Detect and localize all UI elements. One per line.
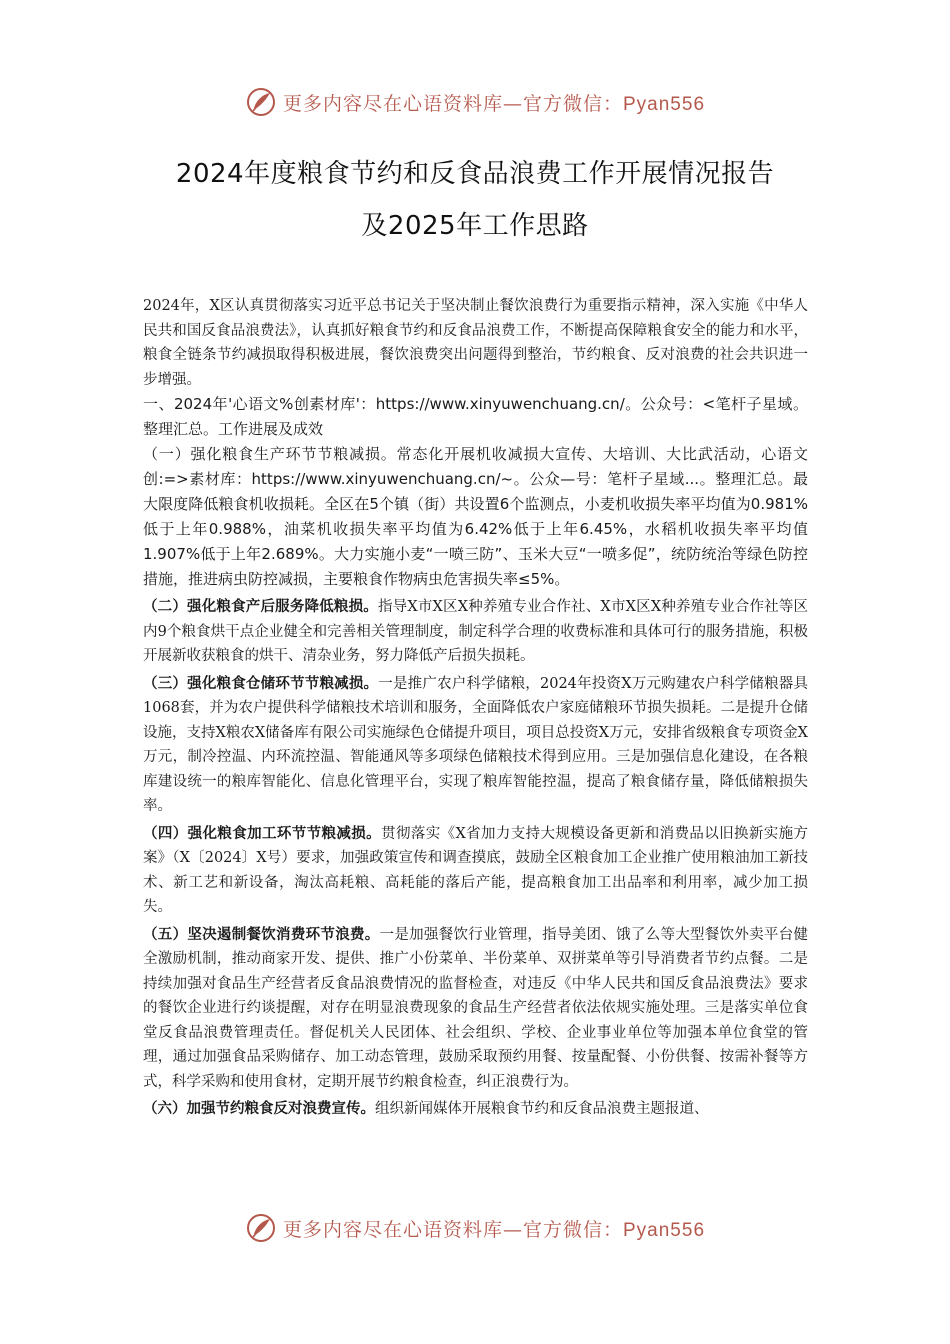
brand-logo-icon <box>245 1212 277 1244</box>
section-6-text: 组织新闻媒体开展粮食节约和反食品浪费主题报道、 <box>375 1101 709 1117</box>
section-4-paragraph <box>143 822 808 920</box>
section-heading-1: 一、2024年'心语文%创素材库'：https://www.xinyuwenchuang.cn/。公众号：<笔杆子星域。整理汇总。工作进展及成效 <box>143 395 808 438</box>
section-1-paragraph: （一）强化粮食生产环节节粮减损。常态化开展机收减损大宣传、大培训、大比武活动，心语文创:=>素材库：https://www.xinyuwenchuang.cn/~。公众—号：笔杆子星域...。整理汇总。最大限度降低粮食机收损耗。全区在5个镇（街）共设置6个监测点，小麦机收损失率平均值为0.981%低于上年0.988%，油菜机收损失率平均值为6.42%低于上年6.45%，水稻机收损失率平均值1.907%低于上年2.689%。大力实施小麦“一喷三防”、玉米大豆“一喷多促”，统防统治等绿色防控措施，推进病虫防控减损，主要粮食作物病虫危害损失率≤5%。 <box>143 445 808 588</box>
section-3-text: 一是推广农户科学储粮，2024年投资X万元购建农户科学储粮器具1068套，并为农户提供科学储粮技术培训和服务，全面降低农户家庭储粮环节损失损耗。二是提升仓储设施，支持X粮农X储备库有限公司实施绿色仓储提升项目，项目总投资X万元，安排省级粮食专项资金X万元，制冷控温、内环流控温、智能通风等多项绿色储粮技术得到应用。三是加强信息化建设，在各粮库建设统一的粮库智能化、信息化管理平台，实现了粮库智能控温，提高了粮食储存量，降低储粮损失率。 <box>143 675 808 814</box>
page-title <box>100 148 850 252</box>
watermark-text: 更多内容尽在心语资料库—官方微信：Pyan556 <box>282 1218 706 1241</box>
brand-logo-icon <box>245 86 277 118</box>
bottom-watermark-banner <box>0 1208 950 1248</box>
section-2-paragraph <box>143 595 808 669</box>
section-3-title: （三）强化粮食仓储环节节粮减损。 <box>143 675 379 692</box>
section-5-paragraph <box>143 923 808 1095</box>
intro-paragraph: 2024年，X区认真贯彻落实习近平总书记关于坚决制止餐饮浪费行为重要指示精神，深入实施《中华人民共和国反食品浪费法》，认真抓好粮食节约和反食品浪费工作，不断提高保障粮食安全的能力和水平，粮食全链条节约减损取得积极进展，餐饮浪费突出问题得到整治，节约粮食、反对浪费的社会共识进一步增强。 <box>143 298 808 388</box>
section-2-title: （二）强化粮食产后服务降低粮损。 <box>143 599 378 615</box>
title-line-2: 及2025年工作思路 <box>361 211 589 241</box>
document-body <box>143 294 808 1122</box>
title-line-1: 2024年度粮食节约和反食品浪费工作开展情况报告 <box>175 159 775 189</box>
section-6-paragraph <box>143 1097 808 1122</box>
section-3-paragraph <box>143 672 808 819</box>
watermark-text: 更多内容尽在心语资料库—官方微信：Pyan556 <box>282 92 706 115</box>
section-4-text: 贯彻落实《X省加力支持大规模设备更新和消费品以旧换新实施方案》（X〔2024〕X号）要求，加强政策宣传和调查摸底，鼓励全区粮食加工企业推广使用粮油加工新技术、新工艺和新设备，淘汰高耗粮、高耗能的落后产能，提高粮食加工出品率和利用率，减少加工损失。 <box>143 825 808 915</box>
section-4-title: （四）强化粮食加工环节节粮减损。 <box>143 825 382 842</box>
section-2-text: 指导X市X区X种养殖专业合作社、X市X区X种养殖专业合作社等区内9个粮食烘干点企业健全和完善相关管理制度，制定科学合理的收费标准和具体可行的服务措施，积极开展新收获粮食的烘干、清杂业务，努力降低产后损失损耗。 <box>143 599 809 664</box>
top-watermark-banner <box>0 82 950 122</box>
section-6-title: （六）加强节约粮食反对浪费宣传。 <box>143 1101 375 1117</box>
section-5-text: 一是加强餐饮行业管理，指导美团、饿了么等大型餐饮外卖平台健全激励机制，推动商家开发、提供、推广小份菜单、半份菜单、双拼菜单等引导消费者节约点餐。二是持续加强对食品生产经营者反食品浪费情况的监督检查，对违反《中华人民共和国反食品浪费法》要求的餐饮企业进行约谈提醒，对存在明显浪费现象的食品生产经营者依法依规实施处理。三是落实单位食堂反食品浪费管理责任。督促机关人民团体、社会组织、学校、企业事业单位等加强本单位食堂的管理，通过加强食品采购储存、加工动态管理，鼓励采取预约用餐、按量配餐、小份供餐、按需补餐等方式，科学采购和使用食材，定期开展节约粮食检查，纠正浪费行为。 <box>143 926 808 1090</box>
section-5-title: （五）坚决遏制餐饮消费环节浪费。 <box>143 926 380 943</box>
